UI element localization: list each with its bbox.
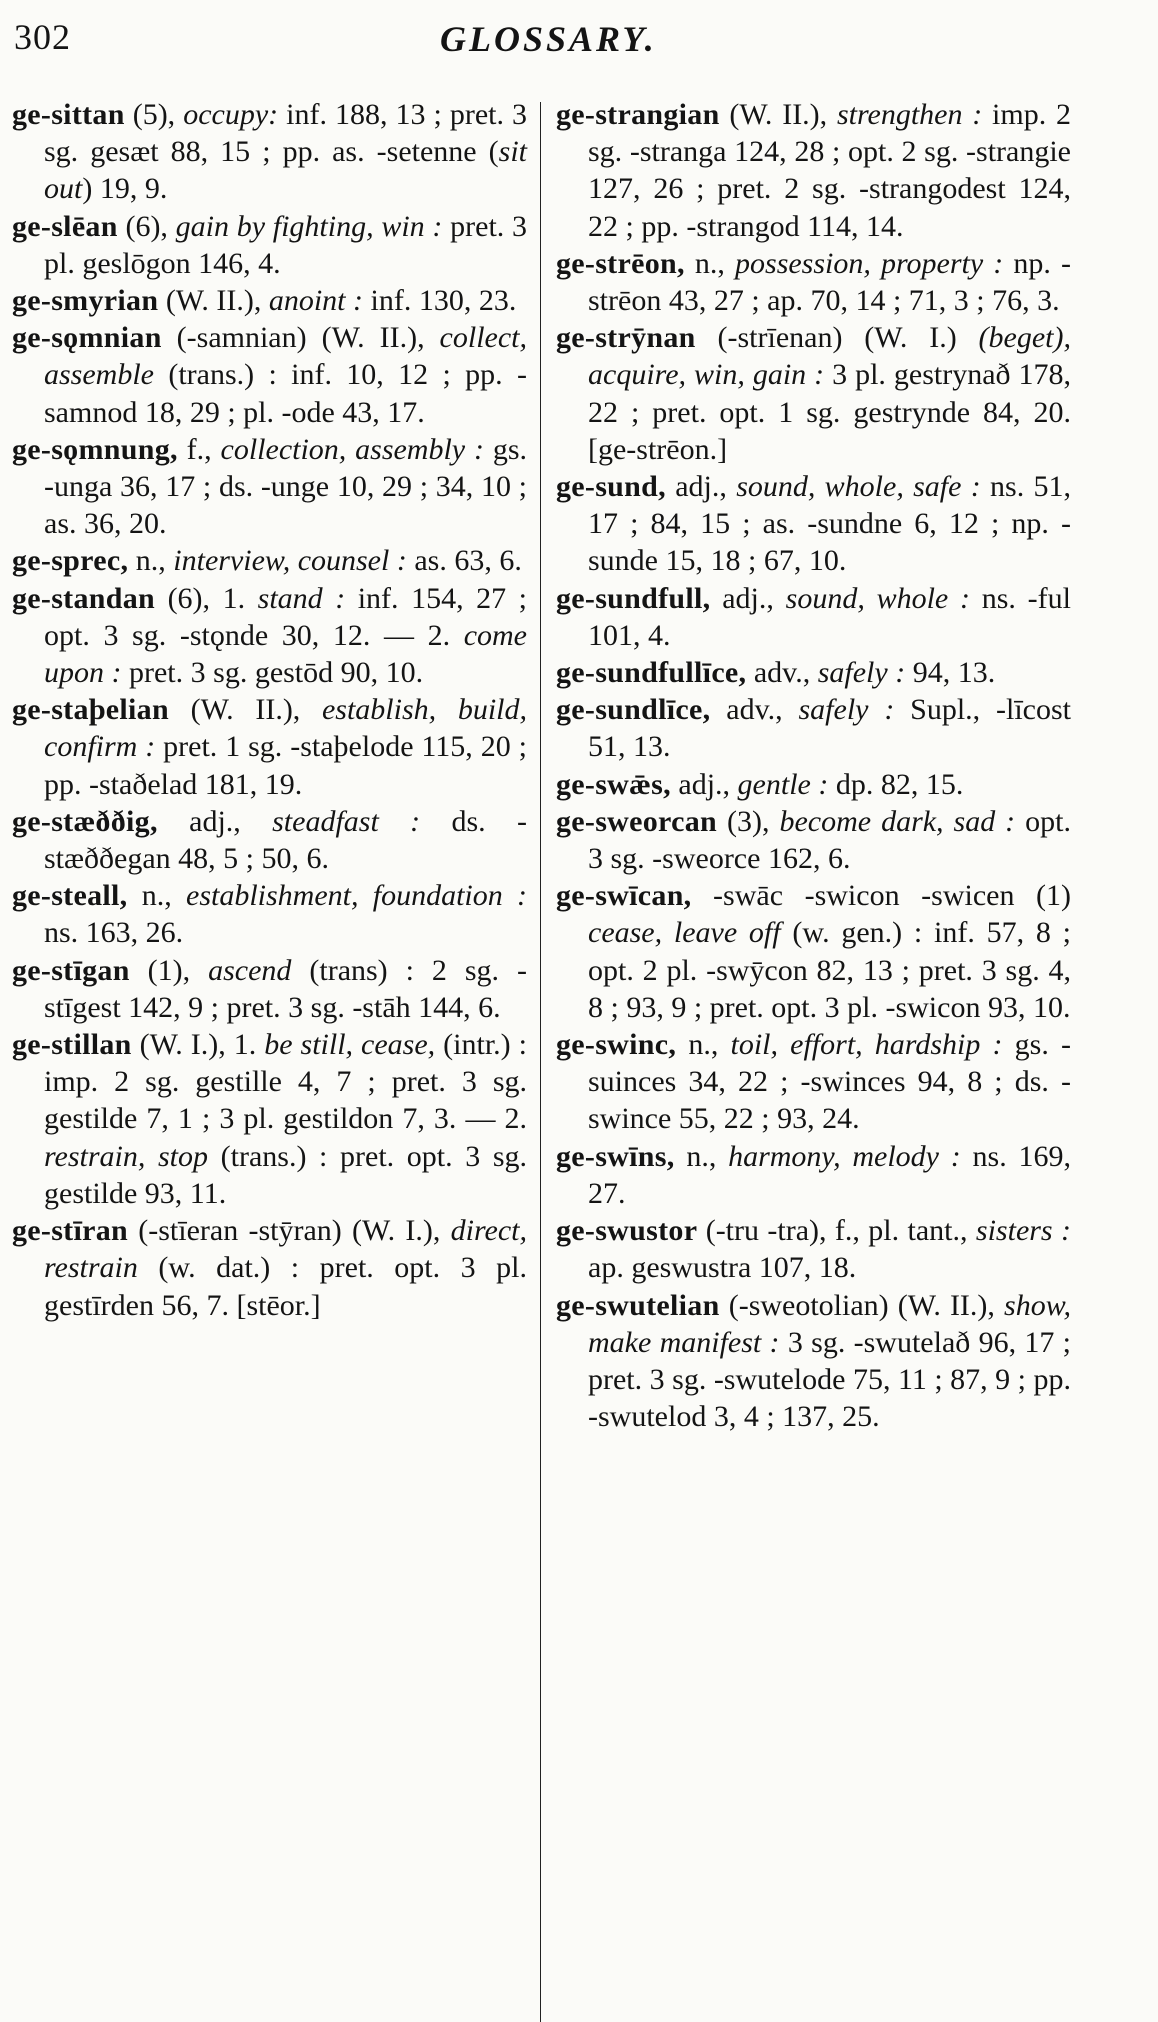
entry-definition: establish, build, confirm : — [44, 693, 527, 764]
entry-citations: (trans.) : pret. opt. 3 sg. gestilde 93, 11. — [44, 1139, 528, 1210]
entry-definition: establishment, foundation : — [186, 879, 528, 913]
entry-headword: ge-sundfull, — [556, 581, 711, 615]
glossary-entry — [12, 319, 527, 431]
entry-definition: strengthen : — [836, 98, 983, 131]
entry-citations: ap. geswustra 107, 18. — [588, 1251, 857, 1285]
entry-grammar: (-samnian) (W. II.), — [161, 321, 440, 355]
page-header — [0, 0, 1158, 80]
entry-definition: come upon : — [44, 618, 527, 690]
entry-citations: inf. 154, 27 ; opt. 3 sg. -stǫnde 30, 12. — 2. — [44, 581, 528, 652]
glossary-entry — [556, 654, 1071, 691]
glossary-entry — [556, 1026, 1071, 1138]
entry-definition: sound, whole : — [785, 581, 970, 615]
glossary-entry — [556, 1138, 1071, 1212]
glossary-entry — [12, 580, 527, 692]
entry-grammar: (-tru -tra), f., pl. tant., — [697, 1214, 976, 1248]
entry-headword: ge-swīns, — [556, 1139, 675, 1173]
glossary-entry — [556, 1212, 1071, 1286]
glossary-entry — [12, 542, 527, 579]
entry-headword: ge-sittan — [12, 98, 125, 131]
entry-definition: harmony, melody : — [728, 1139, 961, 1173]
glossary-entry — [556, 580, 1071, 654]
column-divider — [540, 102, 541, 2022]
entry-definition: toil, effort, hardship : — [730, 1028, 1003, 1062]
entry-headword: ge-swǣs, — [556, 767, 671, 801]
glossary-entry — [12, 282, 527, 319]
entry-citations: (trans.) : inf. 10, 12 ; pp. -samnod 18, 29 ; pl. -ode 43, 17. — [44, 358, 527, 429]
entry-definition: steadfast : — [272, 804, 421, 838]
glossary-entry — [556, 468, 1071, 580]
entry-citations: pret. 3 sg. gestōd 90, 10. — [121, 656, 424, 690]
entry-citations: (trans) : 2 sg. -stīgest 142, 9 ; pret. 3 sg. -stāh 144, 6. — [44, 953, 528, 1024]
entry-headword: ge-swinc, — [556, 1028, 677, 1062]
entry-citations: ) 19, 9. — [82, 172, 168, 206]
entry-definition: sit out — [44, 135, 527, 206]
glossary-entry — [12, 691, 527, 803]
entry-headword: ge-steall, — [12, 879, 128, 913]
entry-citations: dp. 82, 15. — [828, 767, 964, 801]
entry-grammar: adj., — [670, 767, 738, 801]
entry-definition: ascend — [208, 953, 292, 987]
entry-citations: gs. -suinces 34, 22 ; -swinces 94, 8 ; ds. -swince 55, 22 ; 93, 24. — [588, 1028, 1072, 1136]
entry-citations: inf. 188, 13 ; pret. 3 sg. gesæt 88, 15 ; pp. as. -setenne ( — [44, 98, 527, 169]
entry-citations: inf. 130, 23. — [363, 284, 517, 318]
entry-citations: 94, 13. — [905, 656, 996, 690]
entry-headword: ge-stæððig, — [12, 804, 158, 838]
glossary-entry — [556, 319, 1071, 468]
entry-grammar: n., — [676, 1028, 731, 1062]
entry-definition: restrain, stop — [44, 1139, 209, 1173]
entry-grammar: (-stīeran -stȳran) (W. I.), — [128, 1214, 451, 1248]
entry-citations: (w. gen.) : inf. 57, 8 ; opt. 2 pl. -swȳcon 82, 13 ; pret. 3 sg. 4, 8 ; 93, 9 ; pret. opt. 3 pl. -swicon 93, 10. — [588, 916, 1071, 1024]
glossary-entry — [12, 803, 527, 877]
entry-headword: ge-stillan — [12, 1028, 132, 1062]
entry-definition: sound, whole, safe : — [736, 470, 981, 504]
entry-headword: ge-sǫmnian — [12, 321, 162, 355]
glossary-entry — [556, 245, 1071, 319]
entry-definition: direct, restrain — [44, 1214, 527, 1285]
entry-definition: gentle : — [737, 767, 829, 801]
entry-definition: (beget), acquire, win, gain : — [588, 321, 1071, 392]
running-title: GLOSSARY. — [440, 19, 657, 59]
glossary-entry — [556, 766, 1071, 803]
entry-grammar: n., — [684, 246, 736, 280]
entry-headword: ge-stīran — [12, 1214, 129, 1248]
page-number: 302 — [14, 17, 71, 57]
entry-headword: ge-smyrian — [12, 284, 159, 318]
glossary-entry — [556, 691, 1071, 765]
entry-grammar: adj., — [157, 804, 273, 838]
glossary-entry — [12, 431, 527, 543]
entry-headword: ge-staþelian — [12, 693, 169, 727]
entry-definition: anoint : — [268, 284, 364, 318]
entry-headword: ge-sundfullīce, — [556, 656, 747, 690]
entry-citations: 3 sg. -swutelað 96, 17 ; pret. 3 sg. -swutelode 75, 11 ; 87, 9 ; pp. -swutelod 3, 4 ; 137, 25. — [588, 1325, 1072, 1434]
entry-headword: ge-sprec, — [12, 544, 129, 578]
entry-citations: (w. dat.) : pret. opt. 3 pl. gestīrden 56, 7. [stēor.] — [44, 1251, 527, 1322]
entry-grammar: adj., — [710, 581, 786, 615]
entry-headword: ge-standan — [12, 581, 156, 615]
glossary-entry — [12, 1026, 527, 1212]
entry-headword: ge-strangian — [556, 98, 720, 131]
entry-definition: become dark, sad : — [779, 804, 1016, 838]
entry-definition: sisters : — [975, 1214, 1071, 1248]
entry-grammar: (W. II.), — [719, 98, 837, 131]
entry-grammar: adv., — [746, 656, 818, 690]
entry-definition: safely : — [798, 693, 895, 727]
entry-grammar: (3), — [717, 804, 780, 838]
glossary-entry — [556, 877, 1071, 1026]
entry-citations: imp. 2 sg. -stranga 124, 28 ; opt. 2 sg. -strangie 127, 26 ; pret. 2 sg. -strangodest 124, 22 ; pp. -strangod 114, 14. — [588, 98, 1071, 243]
entry-definition: interview, counsel : — [173, 544, 407, 578]
entry-grammar: -swāc -swicon -swicen (1) — [691, 879, 1071, 913]
entry-citations: ns. 163, 26. — [44, 916, 184, 950]
entry-headword: ge-stīgan — [12, 953, 130, 987]
glossary-entry — [12, 208, 527, 282]
entry-citations: as. 63, 6. — [406, 544, 522, 578]
entry-headword: ge-strȳnan — [556, 321, 696, 355]
entry-definition: show, make manifest : — [588, 1288, 1071, 1359]
entry-grammar: n., — [674, 1139, 729, 1173]
entry-citations: pret. 1 sg. -staþelode 115, 20 ; pp. -staðelad 181, 19. — [44, 730, 527, 801]
entry-definition: cease, leave off — [588, 916, 781, 950]
glossary-entry — [556, 803, 1071, 877]
entry-definition: occupy: — [183, 98, 279, 131]
entry-grammar: (W. I.), 1. — [131, 1028, 265, 1062]
entry-citations: ns. 169, 27. — [588, 1139, 1071, 1210]
entry-citations: pret. 3 pl. geslōgon 146, 4. — [44, 209, 528, 280]
entry-citations: (intr.) : imp. 2 sg. gestille 4, 7 ; pret. 3 sg. gestilde 7, 1 ; 3 pl. gestildon 7, 3. — 2. — [44, 1028, 527, 1136]
entry-grammar: (-sweotolian) (W. II.), — [719, 1288, 1005, 1322]
entry-citations: opt. 3 sg. -sweorce 162, 6. — [588, 804, 1071, 876]
entry-citations: ns. -ful 101, 4. — [588, 581, 1072, 652]
entry-grammar: (W. II.), — [168, 693, 322, 727]
entry-definition: safely : — [817, 656, 906, 690]
glossary-entry — [12, 96, 527, 208]
entry-headword: ge-swīcan, — [556, 879, 692, 913]
left-column — [12, 96, 527, 1324]
entry-grammar: (W. II.), — [158, 284, 269, 318]
entry-grammar: adj., — [665, 470, 737, 504]
entry-citations: ns. 51, 17 ; 84, 15 ; as. -sundne 6, 12 ; np. -sunde 15, 18 ; 67, 10. — [588, 470, 1071, 578]
entry-definition: gain by fighting, win : — [175, 209, 443, 243]
entry-citations: 3 pl. gestrynað 178, 22 ; pret. opt. 1 sg. gestrynde 84, 20. [ge-strēon.] — [588, 358, 1071, 466]
entry-definition: possession, property : — [735, 246, 1004, 280]
right-column — [556, 96, 1071, 1435]
entry-grammar: n., — [128, 544, 174, 578]
entry-citations: np. -strēon 43, 27 ; ap. 70, 14 ; 71, 3 ; 76, 3. — [588, 246, 1071, 318]
entry-headword: ge-sǫmnung, — [12, 432, 178, 466]
entry-headword: ge-slēan — [12, 209, 118, 243]
glossary-entry — [12, 952, 527, 1026]
entry-grammar: adv., — [710, 693, 799, 727]
entry-definition: be still, cease, — [264, 1028, 436, 1062]
entry-grammar: (5), — [124, 98, 184, 131]
glossary-entry — [556, 1287, 1071, 1436]
glossary-entry — [12, 877, 527, 951]
entry-definition: collect, assemble — [44, 321, 527, 392]
entry-grammar: (6), 1. — [155, 581, 258, 615]
glossary-entry — [12, 1212, 527, 1324]
glossary-entry — [556, 96, 1071, 245]
entry-grammar: n., — [127, 879, 186, 913]
entry-citations: Supl., -līcost 51, 13. — [588, 693, 1071, 764]
entry-grammar: (6), — [117, 209, 176, 243]
entry-headword: ge-sundlīce, — [556, 693, 711, 727]
entry-headword: ge-swutelian — [556, 1288, 720, 1322]
entry-grammar: (-strīenan) (W. I.) — [695, 321, 979, 355]
entry-definition: stand : — [257, 581, 346, 615]
entry-citations: ds. -stæððegan 48, 5 ; 50, 6. — [44, 804, 527, 876]
entry-definition: collection, assembly : — [220, 432, 484, 466]
entry-headword: ge-sund, — [556, 470, 666, 504]
entry-headword: ge-strēon, — [556, 246, 685, 280]
entry-headword: ge-swustor — [556, 1214, 698, 1248]
entry-headword: ge-sweorcan — [556, 804, 718, 838]
entry-citations: gs. -unga 36, 17 ; ds. -unge 10, 29 ; 34, 10 ; as. 36, 20. — [44, 432, 527, 541]
entry-grammar: f., — [177, 432, 221, 466]
entry-grammar: (1), — [129, 953, 209, 987]
